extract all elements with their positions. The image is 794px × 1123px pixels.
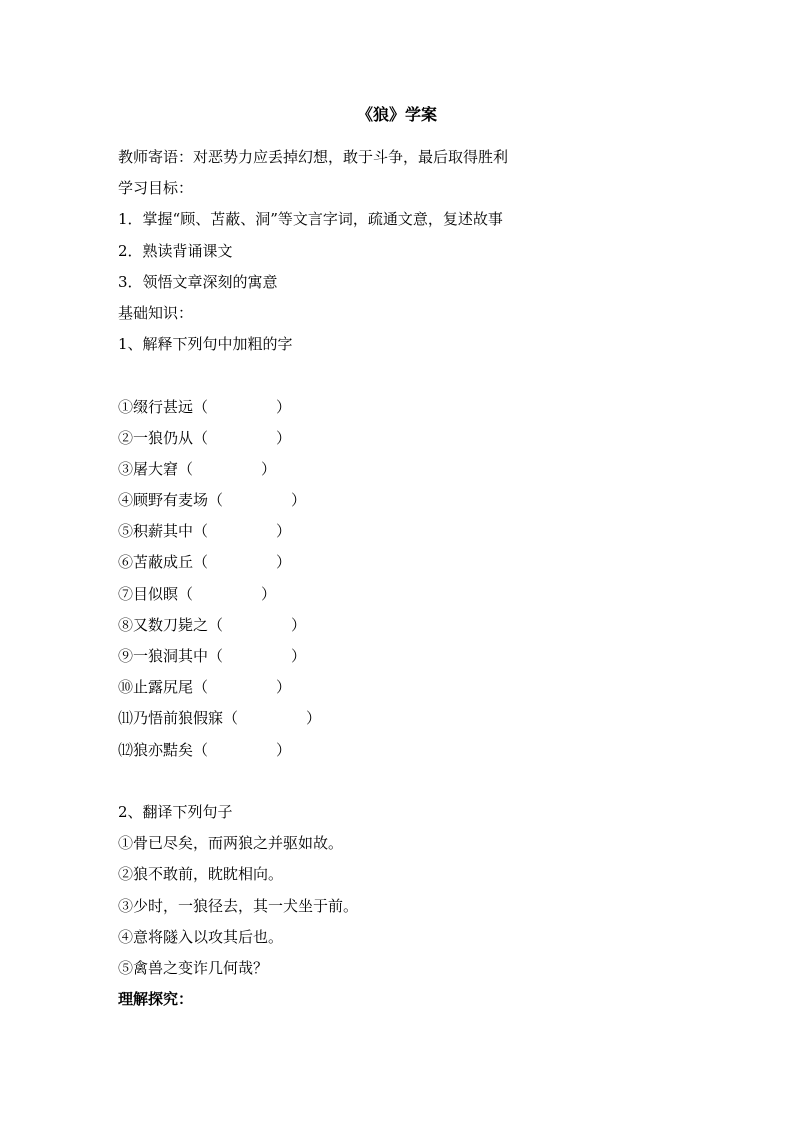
question-1-item xyxy=(118,516,678,547)
question-1-item xyxy=(118,672,678,703)
question-2-item: ④意将隧入以攻其后也。 xyxy=(118,927,284,946)
item-text: ⑤积薪其中（ xyxy=(118,522,209,541)
question-2-item: ②狼不敢前，眈眈相向。 xyxy=(118,865,284,884)
question-1-item xyxy=(118,579,678,610)
goals-heading: 学习目标： xyxy=(118,179,194,198)
question-2-item: ⑤禽兽之变诈几何哉？ xyxy=(118,958,269,977)
blank-line xyxy=(118,360,678,391)
question-1-item xyxy=(118,454,678,485)
question-1-item xyxy=(118,547,678,578)
goal-item: 1．掌握“顾、苫蔽、洞”等文言字词，疏通文意，复述故事 xyxy=(118,210,503,229)
question-1-item xyxy=(118,735,678,766)
close-paren: ） xyxy=(276,678,292,697)
item-text: ⑾乃悟前狼假寐（ xyxy=(118,709,239,728)
question-1-item xyxy=(118,610,678,641)
close-paren: ） xyxy=(261,584,277,603)
page-title: 《狼》学案 xyxy=(356,105,437,124)
blank-line xyxy=(118,766,678,797)
item-text: ⑧又数刀毙之（ xyxy=(118,615,224,634)
document-body xyxy=(118,142,678,1015)
close-paren: ） xyxy=(306,709,322,728)
question-1-item xyxy=(118,392,678,423)
close-paren: ） xyxy=(291,491,307,510)
item-text: ②一狼仍从（ xyxy=(118,428,209,447)
question-1-item xyxy=(118,423,678,454)
question-2-item: ③少时，一狼径去，其一犬坐于前。 xyxy=(118,896,359,915)
close-paren: ） xyxy=(291,647,307,665)
item-text: ③屠大窘（ xyxy=(118,459,194,478)
close-paren: ） xyxy=(276,553,292,572)
item-text: ⑩止露尻尾（ xyxy=(118,678,209,697)
close-paren: ） xyxy=(276,740,292,759)
close-paren: ） xyxy=(291,615,307,634)
item-text: ①缀行甚远（ xyxy=(118,397,209,416)
close-paren: ） xyxy=(276,428,292,447)
item-text: ⑥苫蔽成丘（ xyxy=(118,553,209,572)
goal-item: 3．领悟文章深刻的寓意 xyxy=(118,272,278,291)
basics-heading: 基础知识： xyxy=(118,303,194,322)
item-text: ⑿狼亦黠矣（ xyxy=(118,740,209,759)
item-text: ⑨一狼洞其中（ xyxy=(118,647,224,665)
explore-heading: 理解探究： xyxy=(118,990,194,1009)
close-paren: ） xyxy=(276,522,292,541)
question-1-item xyxy=(118,485,678,516)
question-1-heading: 1、解释下列句中加粗的字 xyxy=(118,335,293,354)
close-paren: ） xyxy=(261,459,277,478)
close-paren: ） xyxy=(276,397,292,416)
teacher-message: 教师寄语：对恶势力应丢掉幻想，敢于斗争，最后取得胜利 xyxy=(118,148,509,166)
item-text: ④顾野有麦场（ xyxy=(118,491,224,510)
goal-item: 2．熟读背诵课文 xyxy=(118,241,233,260)
question-1-item xyxy=(118,703,678,734)
question-2-item: ①骨已尽矣，而两狼之并驱如故。 xyxy=(118,834,344,853)
item-text: ⑦目似瞑（ xyxy=(118,584,194,603)
question-2-heading: 2、翻译下列句子 xyxy=(118,802,233,821)
question-1-item xyxy=(118,641,678,672)
